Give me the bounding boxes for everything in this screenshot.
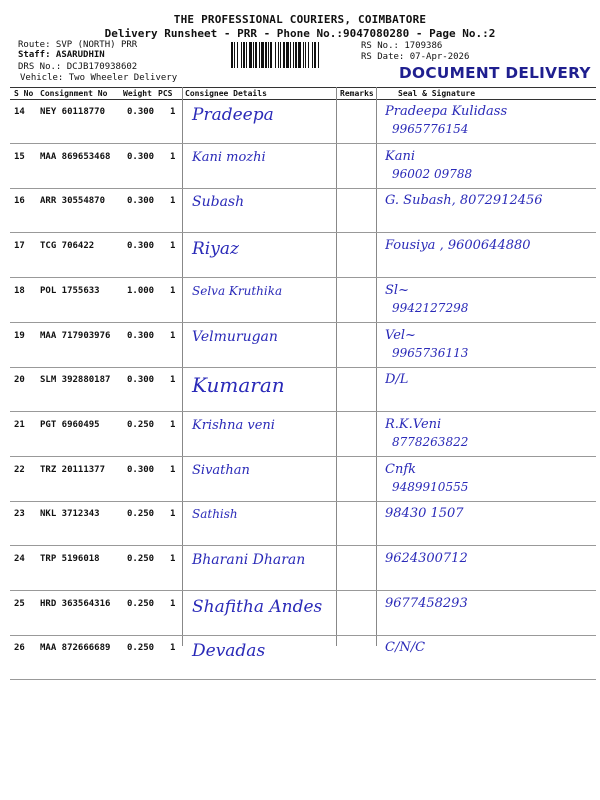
signature-phone: 9965776154 xyxy=(392,122,469,136)
consignment-number: PGT 6960495 xyxy=(40,420,100,430)
weight-value: 0.250 xyxy=(127,554,155,564)
consignee-handwriting: Velmurugan xyxy=(192,329,278,345)
signature-phone: 9965736113 xyxy=(392,346,469,360)
barcode xyxy=(231,42,357,68)
rs-date: RS Date: 07-Apr-2026 xyxy=(361,52,470,62)
consignment-number: SLM 392880187 xyxy=(40,375,111,385)
signature-handwriting: R.K.Veni xyxy=(385,417,442,432)
pieces-count: 1 xyxy=(170,286,176,296)
signature-handwriting: Fousiya , 9600644880 xyxy=(385,238,531,253)
pieces-count: 1 xyxy=(170,107,176,117)
consignment-number: TRP 5196018 xyxy=(40,554,100,564)
serial-number: 26 xyxy=(14,643,25,653)
col-pcs-header: PCS xyxy=(158,89,173,98)
consignment-number: TRZ 20111377 xyxy=(40,465,106,475)
drs-number: DRS No.: DCJB170938602 xyxy=(18,62,138,72)
weight-value: 0.300 xyxy=(127,196,155,206)
col-consignee-header: Consignee Details xyxy=(185,89,267,98)
pieces-count: 1 xyxy=(170,375,176,385)
consignee-handwriting: Kani mozhi xyxy=(192,150,266,165)
pieces-count: 1 xyxy=(170,331,176,341)
pieces-count: 1 xyxy=(170,152,176,162)
serial-number: 18 xyxy=(14,286,25,296)
pieces-count: 1 xyxy=(170,509,176,519)
consignment-number: MAA 869653468 xyxy=(40,152,111,162)
staff-label: Staff: ASARUDHIN xyxy=(18,50,105,60)
col-remarks-header: Remarks xyxy=(340,89,374,98)
consignee-handwriting: Devadas xyxy=(192,641,266,661)
row-divider xyxy=(10,679,596,680)
consignment-number: NEY 60118770 xyxy=(40,107,106,117)
signature-handwriting: Vel~ xyxy=(385,328,416,343)
consignee-handwriting: Sivathan xyxy=(192,463,250,478)
consignment-number: ARR 30554870 xyxy=(40,196,106,206)
serial-number: 22 xyxy=(14,465,25,475)
signature-handwriting: 9624300712 xyxy=(385,551,468,566)
consignee-handwriting: Shafitha Andes xyxy=(192,597,323,617)
document-delivery-stamp: DOCUMENT DELIVERY xyxy=(399,64,591,82)
consignment-number: POL 1755633 xyxy=(40,286,100,296)
consignment-number: MAA 717903976 xyxy=(40,331,111,341)
serial-number: 23 xyxy=(14,509,25,519)
serial-number: 14 xyxy=(14,107,25,117)
serial-number: 20 xyxy=(14,375,25,385)
consignment-number: HRD 363564316 xyxy=(40,599,111,609)
weight-value: 0.300 xyxy=(127,465,155,475)
consignee-handwriting: Pradeepa xyxy=(192,105,274,125)
consignee-handwriting: Subash xyxy=(192,194,245,210)
serial-number: 17 xyxy=(14,241,25,251)
signature-handwriting: G. Subash, 8072912456 xyxy=(385,193,543,208)
consignment-number: TCG 706422 xyxy=(40,241,95,251)
weight-value: 0.300 xyxy=(127,152,155,162)
signature-handwriting: Cnfk xyxy=(385,462,417,477)
route-label: Route: SVP (NORTH) PRR xyxy=(18,40,138,50)
row-divider xyxy=(10,590,596,591)
weight-value: 0.300 xyxy=(127,331,155,341)
signature-phone: 8778263822 xyxy=(392,435,469,449)
rs-number: RS No.: 1709386 xyxy=(361,41,443,51)
serial-number: 24 xyxy=(14,554,25,564)
table-row xyxy=(0,636,600,688)
vehicle-label: Vehicle: Two Wheeler Delivery xyxy=(20,73,178,83)
consignment-number: MAA 872666689 xyxy=(40,643,111,653)
weight-value: 0.250 xyxy=(127,420,155,430)
weight-value: 0.300 xyxy=(127,107,155,117)
serial-number: 21 xyxy=(14,420,25,430)
pieces-count: 1 xyxy=(170,241,176,251)
col-sno-header: S No xyxy=(14,89,34,98)
pieces-count: 1 xyxy=(170,599,176,609)
pieces-count: 1 xyxy=(170,465,176,475)
consignee-handwriting: Sathish xyxy=(192,507,238,521)
row-divider xyxy=(10,232,596,233)
barcode-bar xyxy=(319,42,320,68)
consignee-handwriting: Selva Kruthika xyxy=(192,284,283,298)
signature-phone: 9942127298 xyxy=(392,301,469,315)
signature-handwriting: Pradeepa Kulidass xyxy=(385,104,508,119)
weight-value: 0.250 xyxy=(127,643,155,653)
runsheet-title: Delivery Runsheet - PRR - Phone No.:9047080280 - Page No.:2 xyxy=(104,27,496,40)
consignee-handwriting: Krishna veni xyxy=(192,418,275,433)
row-divider xyxy=(10,456,596,457)
signature-handwriting: Sl~ xyxy=(385,283,409,298)
row-divider xyxy=(10,277,596,278)
consignee-handwriting: Bharani Dharan xyxy=(192,552,306,568)
signature-handwriting: Kani xyxy=(385,149,415,164)
col-signature-header: Seal & Signature xyxy=(398,89,476,98)
company-title: THE PROFESSIONAL COURIERS, COIMBATORE xyxy=(173,13,427,26)
row-divider xyxy=(10,545,596,546)
serial-number: 19 xyxy=(14,331,25,341)
signature-handwriting: D/L xyxy=(385,372,409,387)
row-divider xyxy=(10,322,596,323)
signature-handwriting: 9677458293 xyxy=(385,596,468,611)
consignee-handwriting: Kumaran xyxy=(192,373,285,397)
row-divider xyxy=(10,411,596,412)
signature-handwriting: C/N/C xyxy=(385,640,426,655)
signature-phone: 96002 09788 xyxy=(392,167,473,181)
weight-value: 0.250 xyxy=(127,509,155,519)
table-top-rule xyxy=(10,87,596,88)
signature-handwriting: 98430 1507 xyxy=(385,506,464,521)
row-divider xyxy=(10,143,596,144)
serial-number: 16 xyxy=(14,196,25,206)
col-weight-header: Weight xyxy=(123,89,152,98)
pieces-count: 1 xyxy=(170,196,176,206)
weight-value: 1.000 xyxy=(127,286,155,296)
signature-phone: 9489910555 xyxy=(392,480,469,494)
serial-number: 15 xyxy=(14,152,25,162)
consignee-handwriting: Riyaz xyxy=(192,239,239,259)
pieces-count: 1 xyxy=(170,420,176,430)
pieces-count: 1 xyxy=(170,554,176,564)
weight-value: 0.300 xyxy=(127,241,155,251)
consignment-number: NKL 3712343 xyxy=(40,509,100,519)
weight-value: 0.250 xyxy=(127,599,155,609)
pieces-count: 1 xyxy=(170,643,176,653)
weight-value: 0.300 xyxy=(127,375,155,385)
col-consignment-header: Consignment No xyxy=(40,89,108,98)
serial-number: 25 xyxy=(14,599,25,609)
